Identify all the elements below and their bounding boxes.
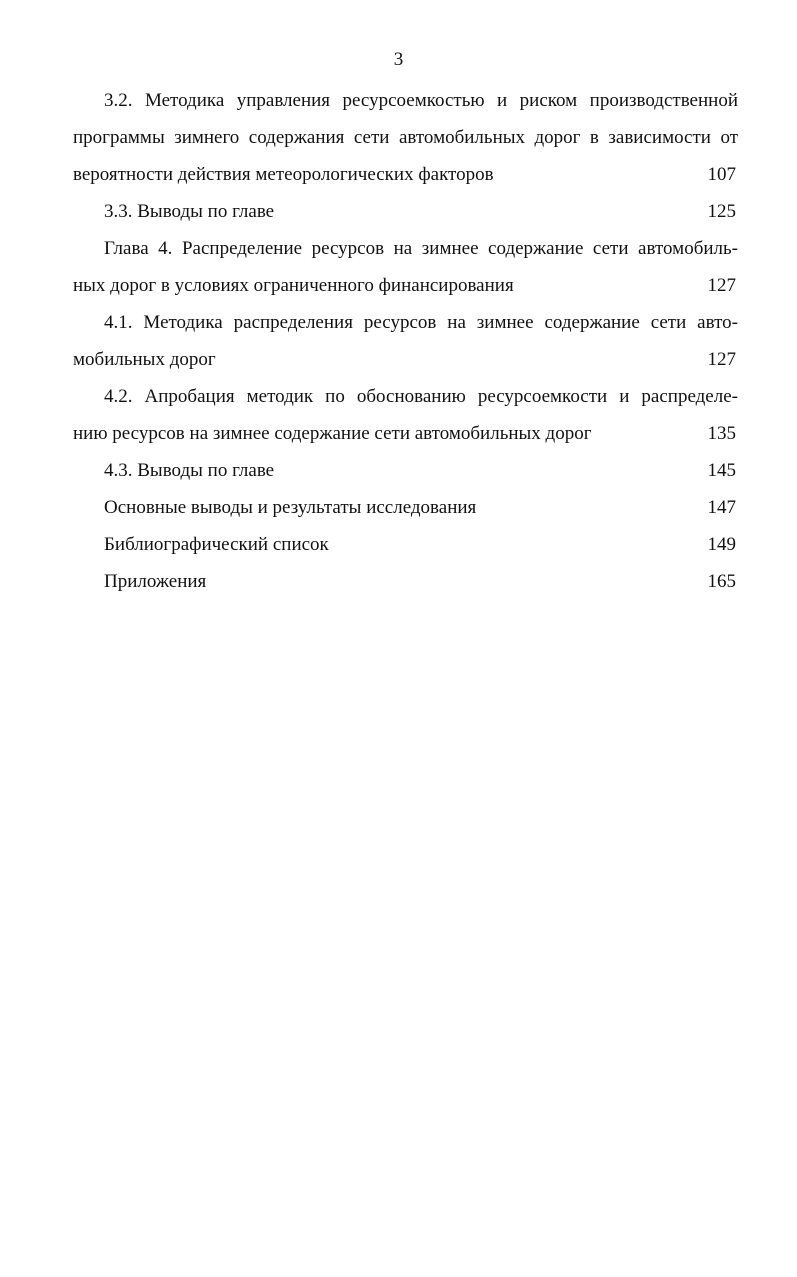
table-of-contents [73,82,738,600]
toc-entry-bibliography[interactable] [73,526,738,563]
toc-entry-3-3[interactable] [73,193,738,230]
toc-entry-line: 3.2. Методика управления ресурсоемкостью и риском производственной [104,90,738,111]
toc-entry-line: ных дорог в условиях ограниченного финансирования [73,275,514,296]
toc-entry-chapter-4[interactable] [73,230,738,304]
toc-page-number: 125 [707,201,736,222]
toc-entry-line: Основные выводы и результаты исследования [104,497,477,518]
toc-entry-appendices[interactable] [73,563,738,600]
toc-page-number: 165 [707,571,736,592]
toc-entry-line: 4.2. Апробация методик по обоснованию ресурсоемкости и распределе- [104,386,738,407]
toc-entry-conclusions[interactable] [73,489,738,526]
page-number: 3 [393,49,404,70]
toc-entry-line: Глава 4. Распределение ресурсов на зимнее содержание сети автомобиль- [104,238,738,259]
toc-page-number: 149 [707,534,736,555]
toc-entry-4-1[interactable] [73,304,738,378]
toc-entry-line: 4.1. Методика распределения ресурсов на зимнее содержание сети авто- [104,312,738,333]
toc-entry-line: Библиографический список [104,534,329,555]
toc-page-number: 127 [707,275,736,296]
toc-page-number: 135 [707,423,736,444]
toc-entry-4-3[interactable] [73,452,738,489]
toc-entry-line: 4.3. Выводы по главе [104,460,275,481]
toc-entry-3-2[interactable] [73,82,738,193]
toc-entry-line: 3.3. Выводы по главе [104,201,275,222]
toc-entry-line: программы зимнего содержания сети автомобильных дорог в зависимости от [73,127,738,148]
toc-entry-line: мобильных дорог [73,349,216,370]
toc-page-number: 147 [707,497,736,518]
toc-page-number: 145 [707,460,736,481]
toc-entry-line: вероятности действия метеорологических факторов [73,164,494,185]
toc-page-number: 127 [707,349,736,370]
toc-entry-line: нию ресурсов на зимнее содержание сети автомобильных дорог [73,423,592,444]
toc-entry-line: Приложения [104,571,207,592]
toc-page-number: 107 [707,164,736,185]
toc-entry-4-2[interactable] [73,378,738,452]
